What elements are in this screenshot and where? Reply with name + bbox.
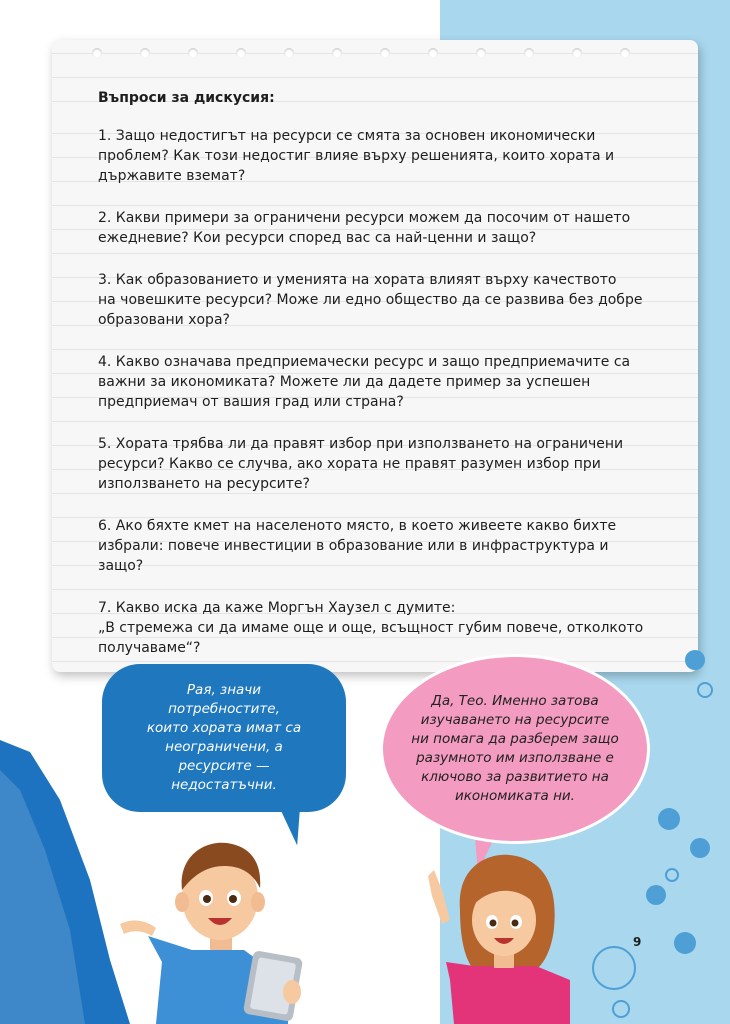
decorative-dot (690, 838, 710, 858)
binding-hole (92, 48, 102, 58)
girl-character (420, 850, 590, 1024)
question-5: 5. Хората трябва ли да правят избор при използването на ограничени ресурси? Какво се случва, ако хората не правят разумен избор при използването на ресурсите? (98, 436, 624, 492)
question-1: 1. Защо недостигът на ресурси се смята за основен икономически проблем? Как този недостиг влияе върху решенията, които хората и държавите вземат? (98, 128, 615, 184)
binding-hole (476, 48, 486, 58)
boy-speech-bubble: Рая, значи потребностите, които хората имат са неограничени, а ресурсите — недостатъчни. (102, 664, 346, 812)
question-2: 2. Какви примери за ограничени ресурси можем да посочим от нашето ежедневие? Кои ресурси според вас са най-ценни и защо? (98, 210, 631, 246)
decorative-dot (658, 808, 680, 830)
decorative-ring (697, 682, 713, 698)
discussion-heading: Въпроси за дискусия: (98, 90, 275, 106)
binding-hole (380, 48, 390, 58)
question-3: 3. Как образованието и уменията на хората влияят върху качеството на човешките ресурси? Може ли едно общество да се развива без добре образовани хора? (98, 272, 643, 328)
question-7: 7. Какво иска да каже Моргън Хаузел с думите: „В стремежа си да имаме още и още, всъщност губим повече, отколкото получаваме“? (98, 600, 644, 656)
notepad-binding (52, 40, 698, 60)
binding-hole (572, 48, 582, 58)
decorative-dot (646, 885, 666, 905)
binding-hole (236, 48, 246, 58)
binding-hole (428, 48, 438, 58)
binding-hole (620, 48, 630, 58)
decorative-ring (665, 868, 679, 882)
page-number: 9 (633, 935, 642, 949)
binding-hole (284, 48, 294, 58)
question-4: 4. Какво означава предприемачески ресурс и защо предприемачите са важни за икономиката? Можете ли да дадете пример за успешен предприемач от вашия град или страна? (98, 354, 631, 410)
decorative-dot (685, 650, 705, 670)
notepad-content (98, 88, 678, 680)
binding-hole (140, 48, 150, 58)
decorative-dot (674, 932, 696, 954)
decorative-ring (592, 946, 636, 990)
boy-character (112, 832, 322, 1024)
decorative-ring (612, 1000, 630, 1018)
notepad-card (52, 40, 698, 672)
binding-hole (188, 48, 198, 58)
question-6: 6. Ако бяхте кмет на населеното място, в което живеете какво бихте избрали: повече инвестиции в образование или в инфраструктура и защо? (98, 518, 617, 574)
girl-speech-bubble: Да, Тео. Именно затова изучаването на ресурсите ни помага да разберем защо разумното им използване е ключово за развитието на икономиката ни. (380, 654, 650, 844)
binding-hole (524, 48, 534, 58)
binding-hole (332, 48, 342, 58)
